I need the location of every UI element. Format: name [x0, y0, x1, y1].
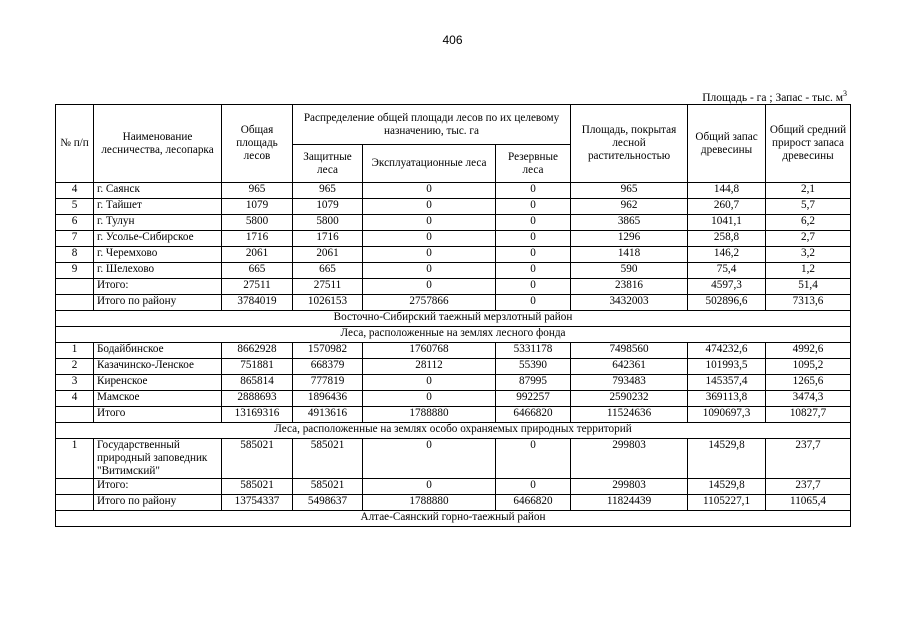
- cell-name: Бодайбинское: [94, 343, 222, 359]
- cell-value: 1716: [222, 231, 293, 247]
- cell-value: 0: [496, 479, 571, 495]
- cell-value: 992257: [496, 391, 571, 407]
- cell-num: 6: [56, 215, 94, 231]
- cell-value: 10827,7: [766, 407, 851, 423]
- cell-value: 87995: [496, 375, 571, 391]
- cell-value: 23816: [571, 279, 688, 295]
- header-reserve: Резервные леса: [496, 145, 571, 183]
- cell-num: 7: [56, 231, 94, 247]
- cell-num: 9: [56, 263, 94, 279]
- section-heading: [56, 511, 851, 527]
- cell-value: 0: [363, 183, 496, 199]
- cell-num: 4: [56, 391, 94, 407]
- cell-value: 1296: [571, 231, 688, 247]
- cell-value: 0: [363, 279, 496, 295]
- district-total-row: [56, 495, 851, 511]
- cell-name: г. Усолье-Сибирское: [94, 231, 222, 247]
- table-row: [56, 343, 851, 359]
- cell-value: 3865: [571, 215, 688, 231]
- subsection-heading-text: Леса, расположенные на землях лесного фонда: [56, 327, 851, 343]
- cell-value: 585021: [222, 439, 293, 479]
- cell-value: 665: [293, 263, 363, 279]
- cell-value: 3,2: [766, 247, 851, 263]
- table-row: [56, 247, 851, 263]
- cell-value: 751881: [222, 359, 293, 375]
- cell-num: 1: [56, 439, 94, 479]
- header-protective: Защитные леса: [293, 145, 363, 183]
- cell-name: Казачинско-Ленское: [94, 359, 222, 375]
- cell-value: 6466820: [496, 495, 571, 511]
- cell-value: 642361: [571, 359, 688, 375]
- page-number: 406: [442, 33, 463, 47]
- cell-value: 0: [496, 215, 571, 231]
- section-heading-text: Алтае-Саянский горно-таежный район: [56, 511, 851, 527]
- cell-num: [56, 295, 94, 311]
- cell-value: 1788880: [363, 407, 496, 423]
- cell-value: 28112: [363, 359, 496, 375]
- cell-value: 6,2: [766, 215, 851, 231]
- cell-name: Итого:: [94, 479, 222, 495]
- units-note: [702, 89, 847, 104]
- table-row: [56, 279, 851, 295]
- forest-table: [55, 104, 851, 527]
- cell-value: 0: [496, 183, 571, 199]
- cell-value: 51,4: [766, 279, 851, 295]
- cell-value: 585021: [293, 479, 363, 495]
- cell-value: 11065,4: [766, 495, 851, 511]
- cell-value: 13169316: [222, 407, 293, 423]
- cell-value: 0: [363, 247, 496, 263]
- cell-value: 965: [222, 183, 293, 199]
- units-text: Площадь - га ; Запас - тыс. м: [702, 91, 843, 104]
- cell-name: Итого: [94, 407, 222, 423]
- cell-value: 4597,3: [688, 279, 766, 295]
- cell-value: 2757866: [363, 295, 496, 311]
- cell-value: 27511: [222, 279, 293, 295]
- cell-value: 502896,6: [688, 295, 766, 311]
- cell-value: 0: [363, 375, 496, 391]
- cell-value: 0: [496, 279, 571, 295]
- table-row: [56, 479, 851, 495]
- cell-value: 585021: [222, 479, 293, 495]
- cell-value: 7313,6: [766, 295, 851, 311]
- cell-value: 0: [496, 199, 571, 215]
- cell-value: 0: [363, 215, 496, 231]
- table-row: [56, 359, 851, 375]
- cell-value: 865814: [222, 375, 293, 391]
- cell-value: 0: [363, 479, 496, 495]
- cell-name: Киренское: [94, 375, 222, 391]
- cell-value: 6466820: [496, 407, 571, 423]
- cell-value: 11524636: [571, 407, 688, 423]
- section-heading-text: Восточно-Сибирский таежный мерзлотный район: [56, 311, 851, 327]
- cell-value: 965: [293, 183, 363, 199]
- cell-name: г. Тулун: [94, 215, 222, 231]
- cell-value: 2590232: [571, 391, 688, 407]
- cell-value: 962: [571, 199, 688, 215]
- cell-value: 4913616: [293, 407, 363, 423]
- subsection-heading: [56, 423, 851, 439]
- cell-value: 0: [496, 439, 571, 479]
- table-body: [56, 183, 851, 527]
- cell-value: 1026153: [293, 295, 363, 311]
- cell-value: 75,4: [688, 263, 766, 279]
- cell-value: 1788880: [363, 495, 496, 511]
- cell-value: 27511: [293, 279, 363, 295]
- cell-name: Государственный природный заповедник "Витимский": [94, 439, 222, 479]
- cell-value: 258,8: [688, 231, 766, 247]
- table-row: [56, 183, 851, 199]
- cell-value: 1105227,1: [688, 495, 766, 511]
- cell-value: 1079: [293, 199, 363, 215]
- cell-value: 0: [363, 263, 496, 279]
- cell-value: 1079: [222, 199, 293, 215]
- cell-num: [56, 479, 94, 495]
- table-row: [56, 439, 851, 479]
- cell-value: 2,1: [766, 183, 851, 199]
- cell-value: 5331178: [496, 343, 571, 359]
- cell-value: 369113,8: [688, 391, 766, 407]
- subsection-heading: [56, 327, 851, 343]
- cell-name: Итого:: [94, 279, 222, 295]
- cell-value: 777819: [293, 375, 363, 391]
- cell-value: 55390: [496, 359, 571, 375]
- cell-value: 1265,6: [766, 375, 851, 391]
- table-row: [56, 407, 851, 423]
- cell-value: 0: [363, 231, 496, 247]
- cell-value: 0: [496, 247, 571, 263]
- section-heading: [56, 311, 851, 327]
- cell-value: 0: [496, 231, 571, 247]
- cell-value: 1090697,3: [688, 407, 766, 423]
- cell-name: г. Саянск: [94, 183, 222, 199]
- cell-num: 3: [56, 375, 94, 391]
- cell-num: 4: [56, 183, 94, 199]
- cell-num: 8: [56, 247, 94, 263]
- cell-value: 1760768: [363, 343, 496, 359]
- header-num: № п/п: [56, 105, 94, 183]
- cell-value: 665: [222, 263, 293, 279]
- cell-num: [56, 495, 94, 511]
- header-total-area: Общая площадь лесов: [222, 105, 293, 183]
- cell-value: 474232,6: [688, 343, 766, 359]
- cell-value: 5498637: [293, 495, 363, 511]
- cell-value: 2,7: [766, 231, 851, 247]
- table-row: [56, 375, 851, 391]
- table-row: [56, 215, 851, 231]
- cell-value: 1896436: [293, 391, 363, 407]
- cell-value: 5800: [222, 215, 293, 231]
- cell-value: 5,7: [766, 199, 851, 215]
- cell-value: 237,7: [766, 439, 851, 479]
- cell-value: 14529,8: [688, 479, 766, 495]
- cell-value: 14529,8: [688, 439, 766, 479]
- cell-value: 2888693: [222, 391, 293, 407]
- cell-value: 1095,2: [766, 359, 851, 375]
- cell-num: 5: [56, 199, 94, 215]
- cell-num: [56, 407, 94, 423]
- cell-value: 1716: [293, 231, 363, 247]
- cell-value: 13754337: [222, 495, 293, 511]
- cell-num: [56, 279, 94, 295]
- table-row: [56, 391, 851, 407]
- cell-value: 2061: [222, 247, 293, 263]
- cell-value: 0: [496, 295, 571, 311]
- cell-name: г. Шелехово: [94, 263, 222, 279]
- cell-value: 7498560: [571, 343, 688, 359]
- cell-value: 590: [571, 263, 688, 279]
- cell-value: 0: [363, 199, 496, 215]
- cell-value: 585021: [293, 439, 363, 479]
- cell-value: 3474,3: [766, 391, 851, 407]
- cell-name: Итого по району: [94, 495, 222, 511]
- cell-value: 2061: [293, 247, 363, 263]
- cell-value: 1570982: [293, 343, 363, 359]
- cell-num: 2: [56, 359, 94, 375]
- cell-name: Мамское: [94, 391, 222, 407]
- cell-value: 299803: [571, 479, 688, 495]
- cell-value: 146,2: [688, 247, 766, 263]
- cell-value: 260,7: [688, 199, 766, 215]
- cell-value: 1418: [571, 247, 688, 263]
- cell-value: 101993,5: [688, 359, 766, 375]
- header-distribution: Распределение общей площади лесов по их целевому назначению, тыс. га: [293, 105, 571, 145]
- cell-value: 5800: [293, 215, 363, 231]
- cell-value: 145357,4: [688, 375, 766, 391]
- cell-name: Итого по району: [94, 295, 222, 311]
- table-row: [56, 263, 851, 279]
- cell-value: 1,2: [766, 263, 851, 279]
- units-superscript: 3: [843, 89, 847, 98]
- cell-num: 1: [56, 343, 94, 359]
- table-row: [56, 199, 851, 215]
- cell-value: 144,8: [688, 183, 766, 199]
- header-name: Наименование лесничества, лесопарка: [94, 105, 222, 183]
- cell-value: 8662928: [222, 343, 293, 359]
- cell-value: 299803: [571, 439, 688, 479]
- district-total-row: [56, 295, 851, 311]
- table-row: [56, 231, 851, 247]
- cell-value: 965: [571, 183, 688, 199]
- cell-name: г. Тайшет: [94, 199, 222, 215]
- cell-name: г. Черемхово: [94, 247, 222, 263]
- cell-value: 1041,1: [688, 215, 766, 231]
- cell-value: 11824439: [571, 495, 688, 511]
- subsection-heading-text: Леса, расположенные на землях особо охраняемых природных территорий: [56, 423, 851, 439]
- header-covered-area: Площадь, покрытая лесной растительностью: [571, 105, 688, 183]
- header-growth: Общий средний прирост запаса древесины: [766, 105, 851, 183]
- header-stock: Общий запас древесины: [688, 105, 766, 183]
- cell-value: 0: [363, 391, 496, 407]
- cell-value: 668379: [293, 359, 363, 375]
- cell-value: 0: [363, 439, 496, 479]
- header-exploitation: Эксплуатационные леса: [363, 145, 496, 183]
- cell-value: 4992,6: [766, 343, 851, 359]
- cell-value: 3432003: [571, 295, 688, 311]
- cell-value: 237,7: [766, 479, 851, 495]
- cell-value: 0: [496, 263, 571, 279]
- cell-value: 793483: [571, 375, 688, 391]
- cell-value: 3784019: [222, 295, 293, 311]
